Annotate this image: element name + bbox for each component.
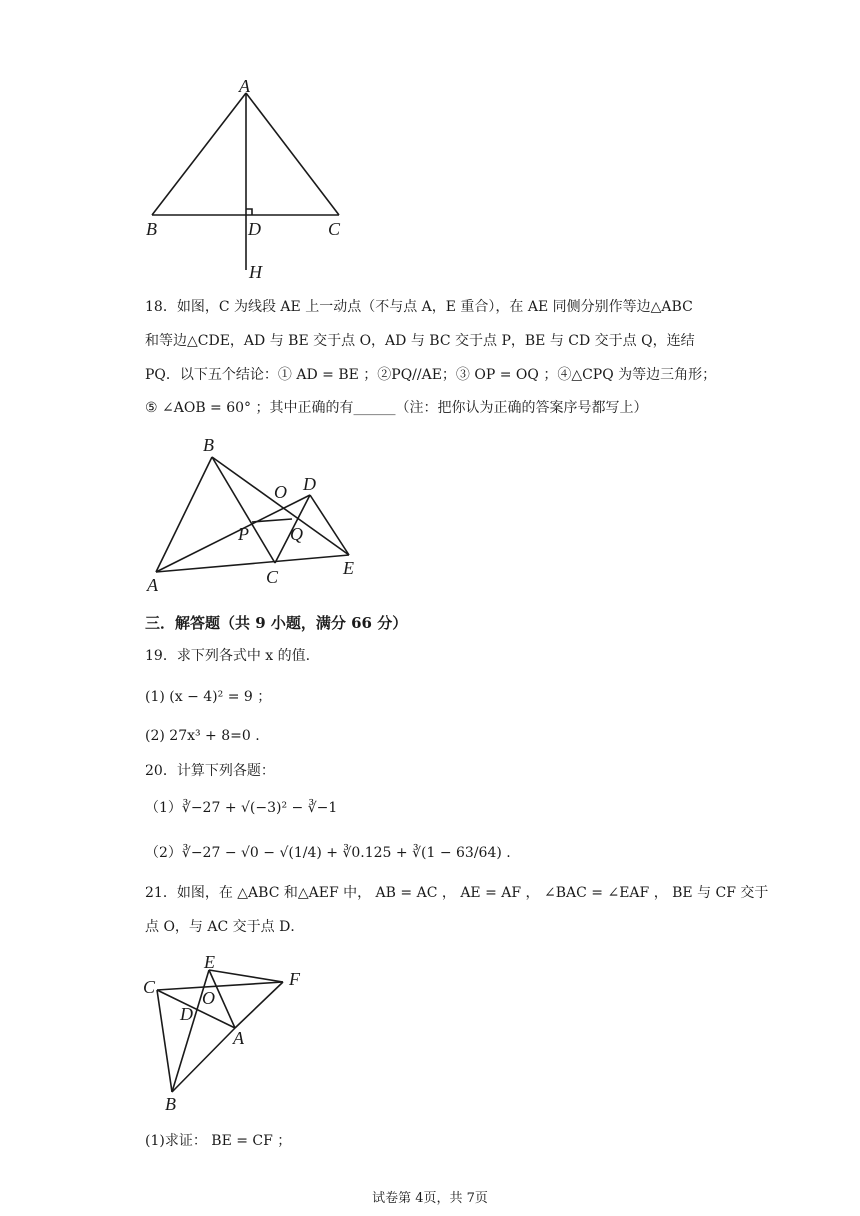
label-b: B [165,1094,176,1114]
q20-part-2: （2）∛−27 − √0 − √(1/4) + ∛0.125 + ∛(1 − 63/64) . [145,845,511,861]
label-a: A [147,575,158,595]
section-heading: 三．解答题（共 9 小题，满分 66 分） [145,614,408,632]
segment-af [235,982,283,1028]
label-b: B [146,219,157,239]
q21-line-1: 21．如图，在 △ABC 和△AEF 中， AB = AC ， AE = AF ， ∠BAC = ∠EAF ， BE 与 CF 交于 [145,885,769,901]
label-h: H [249,262,262,282]
q20-part-1: （1）∛−27 + √(−3)² − ∛−1 [145,800,338,816]
label-c: C [328,219,341,239]
q19-part-1: (1) (x − 4)² = 9 ； [145,689,272,705]
label-d: D [303,474,316,494]
label-d: D [180,1004,193,1024]
label-o: O [202,988,215,1008]
label-o: O [274,482,287,502]
label-c: C [143,977,156,997]
segment-cf [157,982,283,990]
label-e: E [204,952,215,972]
label-q: Q [290,524,303,544]
label-b: B [203,435,214,455]
segment-bc [157,990,172,1092]
q18-line-3: PQ．以下五个结论：① AD = BE ；②PQ//AE；③ OP = OQ ；④△CPQ 为等边三角形； [145,367,717,383]
page-footer: 试卷第 4页，共 7页 [372,1191,488,1206]
label-f: F [289,969,300,989]
label-c: C [266,567,279,587]
label-a: A [233,1028,244,1048]
q21-line-2: 点 O，与 AC 交于点 D． [145,919,305,935]
q18-line-2: 和等边△CDE，AD 与 BE 交于点 O，AD 与 BC 交于点 P，BE 与 CD 交于点 Q，连结 [145,333,695,349]
segment-ef [209,970,283,982]
segment-ca [157,990,235,1028]
q19-stem: 19．求下列各式中 x 的值. [145,648,311,664]
q18-line-4: ⑤ ∠AOB = 60° ；其中正确的有______（注：把你认为正确的答案序号都写上） [145,400,648,416]
q18-line-1: 18．如图，C 为线段 AE 上一动点（不与点 A，E 重合），在 AE 同侧分别作等边△ABC [145,299,693,315]
label-e: E [343,558,354,578]
label-p: P [238,524,249,544]
q21-part-1: (1)求证： BE = CF ； [145,1133,292,1149]
label-d: D [248,219,261,239]
q19-part-2: (2) 27x³ + 8=0 . [145,728,260,744]
label-a: A [239,76,250,96]
q20-stem: 20．计算下列各题： [145,763,275,779]
